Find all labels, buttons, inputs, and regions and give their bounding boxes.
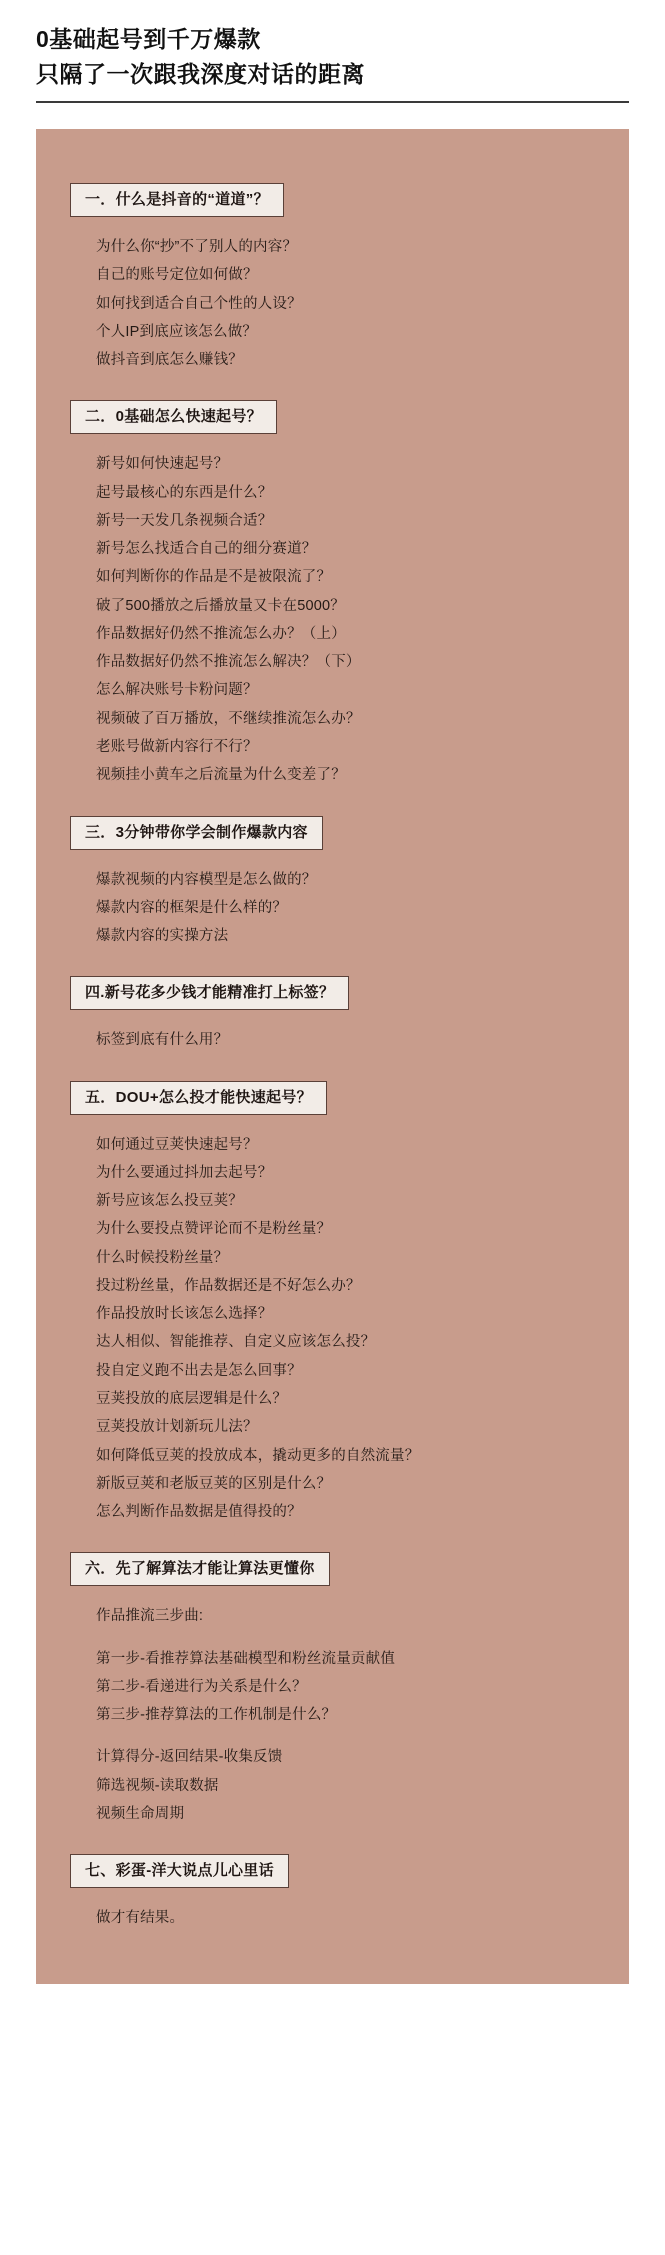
- list-item: 作品投放时长该怎么选择？: [96, 1306, 273, 1323]
- list-item: 新号一天发几条视频合适？: [96, 512, 273, 529]
- list-item: 如何找到适合自己个性的人设？: [96, 295, 302, 312]
- section-item-list: [96, 1026, 629, 1054]
- list-item: 怎么解决账号卡粉问题？: [96, 682, 258, 699]
- list-item: 达人相似、智能推荐、自定义应该怎么投？: [96, 1334, 376, 1351]
- list-item: 破了500播放之后播放量又卡在5000？: [96, 597, 345, 614]
- list-item: 爆款内容的框架是什么样的？: [96, 899, 288, 916]
- section-heading: 三．3分钟带你学会制作爆款内容: [70, 816, 323, 850]
- content-section: [36, 796, 629, 951]
- list-item: 视频破了百万播放，不继续推流怎么办？: [96, 710, 361, 727]
- list-item: 自己的账号定位如何做？: [96, 267, 258, 284]
- content-section: [36, 380, 629, 789]
- list-item: 筛选视频-读取数据: [96, 1777, 219, 1794]
- list-item: 如何降低豆荚的投放成本，撬动更多的自然流量？: [96, 1447, 420, 1464]
- section-heading: 二．0基础怎么快速起号？: [70, 400, 277, 434]
- section-heading: 六．先了解算法才能让算法更懂你: [70, 1552, 330, 1586]
- list-item: 做才有结果。: [96, 1910, 185, 1927]
- list-item: 豆荚投放的底层逻辑是什么？: [96, 1390, 288, 1407]
- content-card: [36, 129, 629, 1984]
- title-line-2: 只隔了一次跟我深度对话的距离: [36, 60, 365, 87]
- list-item: 计算得分-返回结果-收集反馈: [96, 1749, 283, 1766]
- list-item: 起号最核心的东西是什么？: [96, 484, 273, 501]
- section-heading: 五．DOU+怎么投才能快速起号？: [70, 1081, 327, 1115]
- list-item: 作品推流三步曲:: [96, 1608, 204, 1625]
- list-item: 新版豆荚和老版豆荚的区别是什么？: [96, 1475, 332, 1492]
- list-item: 第三步-推荐算法的工作机制是什么？: [96, 1707, 337, 1724]
- list-item: 做抖音到底怎么赚钱？: [96, 352, 243, 369]
- section-item-list: [96, 866, 629, 951]
- list-item: 标签到底有什么用？: [96, 1032, 229, 1049]
- section-item-list: [96, 1904, 629, 1932]
- list-item: 个人IP到底应该怎么做？: [96, 323, 258, 340]
- list-item: 老账号做新内容行不行？: [96, 738, 258, 755]
- section-item-list: [96, 1602, 629, 1828]
- list-item: 什么时候投粉丝量？: [96, 1249, 229, 1266]
- list-item: 投自定义跑不出去是怎么回事？: [96, 1362, 302, 1379]
- list-item: 为什么要投点赞评论而不是粉丝量？: [96, 1221, 332, 1238]
- list-item: 新号怎么找适合自己的细分赛道？: [96, 541, 317, 558]
- list-item: 豆荚投放计划新玩儿法？: [96, 1419, 258, 1436]
- list-item: 投过粉丝量，作品数据还是不好怎么办？: [96, 1277, 361, 1294]
- list-item: 作品数据好仍然不推流怎么办？（上）: [96, 625, 346, 642]
- list-item: 如何判断你的作品是不是被限流了？: [96, 569, 332, 586]
- document-header: [0, 0, 665, 91]
- list-item: 为什么你“抄”不了别人的内容？: [96, 239, 298, 255]
- list-item: 第一步-看推荐算法基础模型和粉丝流量贡献值: [96, 1650, 396, 1667]
- title-line-1: 0基础起号到千万爆款: [36, 26, 261, 52]
- header-divider: [36, 101, 629, 103]
- section-item-list: [96, 233, 629, 374]
- section-heading: 一．什么是抖音的“道道”？: [70, 183, 284, 217]
- section-item-list: [96, 450, 629, 789]
- list-item: 新号如何快速起号？: [96, 456, 229, 473]
- list-item: 视频生命周期: [96, 1805, 185, 1822]
- list-item: 视频挂小黄车之后流量为什么变差了？: [96, 767, 346, 784]
- content-section: [36, 1061, 629, 1527]
- content-section: [36, 1834, 629, 1932]
- section-heading: 七、彩蛋-洋大说点儿心里话: [70, 1854, 289, 1888]
- list-item: 怎么判断作品数据是值得投的？: [96, 1504, 302, 1521]
- list-item: 为什么要通过抖加去起号？: [96, 1164, 273, 1181]
- list-item: 爆款内容的实操方法: [96, 928, 229, 945]
- list-item: 作品数据好仍然不推流怎么解决？（下）: [96, 654, 361, 671]
- list-item: 新号应该怎么投豆荚？: [96, 1193, 243, 1210]
- list-item: 爆款视频的内容模型是怎么做的？: [96, 871, 317, 888]
- list-item: 如何通过豆荚快速起号？: [96, 1136, 258, 1153]
- card-bottom-spacer: [36, 1938, 629, 1944]
- section-heading: 四.新号花多少钱才能精准打上标签？: [70, 976, 349, 1010]
- content-section: [36, 163, 629, 374]
- content-section: [36, 1532, 629, 1828]
- list-item: 第二步-看递进行为关系是什么？: [96, 1678, 307, 1695]
- content-section: [36, 956, 629, 1054]
- section-item-list: [96, 1131, 629, 1527]
